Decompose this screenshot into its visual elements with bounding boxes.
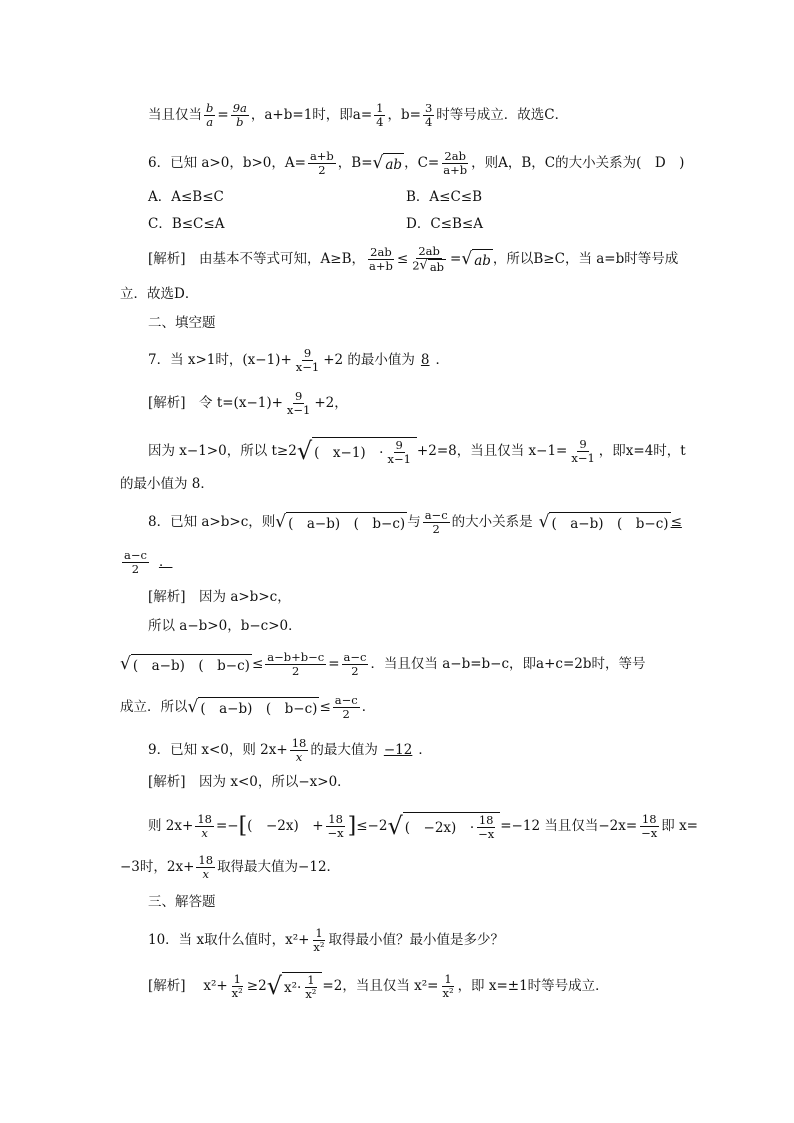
fraction: $\frac{1}{\text{x²}}$	[231, 972, 243, 1000]
fraction: $\frac{18}{x}$	[197, 812, 212, 840]
text: 当且仅当	[148, 107, 202, 123]
fraction: $\frac{1}{\text{x²}}$	[313, 926, 325, 954]
answer-blank: −12	[383, 742, 413, 758]
solution-6-cont: 立．故选D．	[120, 286, 199, 302]
sqrt: √ ab	[372, 152, 403, 173]
answer-blank: 8	[420, 352, 430, 368]
option-a: A．A≤B≤C	[148, 189, 224, 205]
section-heading: 三、解答题	[148, 894, 216, 910]
fraction: 2ab 2 √ ab	[412, 244, 445, 274]
fraction: $\frac{9a}{b}$	[232, 101, 247, 129]
answer-blank-cont: $\frac{a-c}{2}$ ．	[124, 548, 173, 576]
fraction: $\frac{18}{x}$	[198, 853, 214, 881]
section-heading: 二、填空题	[148, 315, 216, 331]
sqrt: √ ( a−b) ( b−c)	[275, 511, 406, 532]
solution-6: [解析] 由基本不等式可知，A≥B， $\frac{2ab}{a+b}$ ≤ 2ab 2 √ ab = √ ab ，所以B≥C，当 a=b时等号成	[148, 244, 679, 274]
conclusion-line: 当且仅当 $\frac{b}{a}$ = $\frac{9a}{b}$ ，a+b=1时，即a= $\frac{1}{4}$ ，b= $\frac{3}{4}$ 时等号成立．故选C．	[148, 101, 569, 129]
fraction: $\frac{2ab}{a+b}$	[369, 245, 393, 273]
solution-8-line1: [解析] 因为 a>b>c，	[148, 589, 291, 605]
sqrt: √ ( −2x) · $\frac{18}{-x}$	[387, 812, 500, 841]
solution-7-line3: 的最小值为 8．	[120, 476, 214, 492]
fraction: $\frac{2ab}{a+b}$	[443, 149, 468, 177]
question-7: 7．当 x>1时，(x−1)+ $\frac{9}{x-1}$ +2 的最小值为 8 ．	[148, 346, 450, 374]
fraction: $\frac{18}{x}$	[291, 736, 307, 764]
fraction: $\frac{a-c}{2}$	[334, 693, 358, 721]
fraction: $\frac{b}{a}$	[206, 101, 214, 129]
question-10: 10．当 x取什么值时，x²+ $\frac{1}{\text{x²}}$ 取得最小值？最小值是多少？	[148, 926, 505, 954]
fraction: $\frac{a-c}{2}$	[343, 650, 367, 678]
fraction: $\frac{1}{\text{x²}}$	[442, 972, 454, 1000]
option-c: C．B≤C≤A	[148, 216, 225, 232]
question-8: 8．已知 a>b>c，则 √ ( a−b) ( b−c) 与 $\frac{a-c}{2}$ 的大小关系是 √ ( a−b) ( b−c) ≤	[148, 508, 682, 536]
fraction: $\frac{18}{-x}$	[327, 812, 344, 840]
solution-8-line4: 成立．所以 √ ( a−b) ( b−c) ≤ $\frac{a-c}{2}$ ．	[120, 693, 376, 721]
solution-9-line1: [解析] 因为 x<0，所以−x>0．	[148, 774, 351, 790]
solution-9-line3: −3时，2x+ $\frac{18}{x}$ 取得最大值为−12．	[120, 853, 341, 881]
solution-7-line2: 因为 x−1>0，所以 t≥2 √ ( x−1) · $\frac{9}{x-1}$ +2=8，当且仅当 x−1= $\frac{9}{x-1}$ ，即x=4时，t	[148, 437, 686, 466]
fraction: $\frac{18}{-x}$	[641, 812, 658, 840]
option-b: B．A≤C≤B	[406, 189, 483, 205]
fraction: $\frac{9}{x-1}$	[286, 389, 311, 417]
fraction: $\frac{a+b}{2}$	[309, 149, 334, 177]
fraction: $\frac{3}{4}$	[424, 101, 433, 129]
sqrt: √ x²· $\frac{1}{\text{x²}}$	[267, 972, 323, 1001]
sqrt: √ ( x−1) · $\frac{9}{x-1}$	[297, 437, 417, 466]
solution-9-line2: 则 2x+ $\frac{18}{x}$ =−[( −2x) + $\frac{18}{-x}$ ]≤−2 √ ( −2x) · $\frac{18}{-x}$ =−12 当且仅当−2x= $\frac{18}{-x}$ 即 x=	[148, 812, 698, 841]
fraction: $\frac{9}{x-1}$	[295, 346, 320, 374]
fraction: $\frac{1}{4}$	[376, 101, 384, 129]
sqrt: √ ( a−b) ( b−c)	[187, 696, 318, 717]
solution-8-line2: 所以 a−b>0，b−c>0．	[148, 618, 302, 634]
fraction: $\frac{a-b+b-c}{2}$	[267, 650, 325, 678]
option-d: D．C≤B≤A	[406, 216, 483, 232]
sqrt: √ ab	[461, 248, 491, 269]
question-6: 6．已知 a>0，b>0，A= $\frac{a+b}{2}$ ，B= √ ab ，C= $\frac{2ab}{a+b}$ ，则A，B，C的大小关系为( D )	[148, 149, 685, 177]
solution-10: [解析] x²+ $\frac{1}{\text{x²}}$ ≥2 √ x²· $\frac{1}{\text{x²}}$ =2，当且仅当 x²= $\frac{1}{\text{x²}}$ ，即 x=±1时等号成立．	[148, 972, 609, 1001]
fraction: $\frac{a-c}{2}$	[424, 508, 448, 536]
solution-8-line3: √ ( a−b) ( b−c) ≤ $\frac{a-b+b-c}{2}$ = $\frac{a-c}{2}$ ．当且仅当 a−b=b−c，即a+c=2b时，等号	[120, 650, 646, 678]
sqrt: √ ( a−b) ( b−c)	[120, 653, 250, 674]
solution-7-line1: [解析] 令 t=(x−1)+ $\frac{9}{x-1}$ +2，	[148, 389, 348, 417]
question-9: 9．已知 x<0，则 2x+ $\frac{18}{x}$ 的最大值为 −12 ．	[148, 736, 432, 764]
answer-blank: √ ( a−b) ( b−c) ≤	[538, 511, 682, 532]
fraction: $\frac{a-c}{2}$	[124, 548, 147, 576]
fraction: $\frac{9}{x-1}$	[571, 437, 595, 465]
